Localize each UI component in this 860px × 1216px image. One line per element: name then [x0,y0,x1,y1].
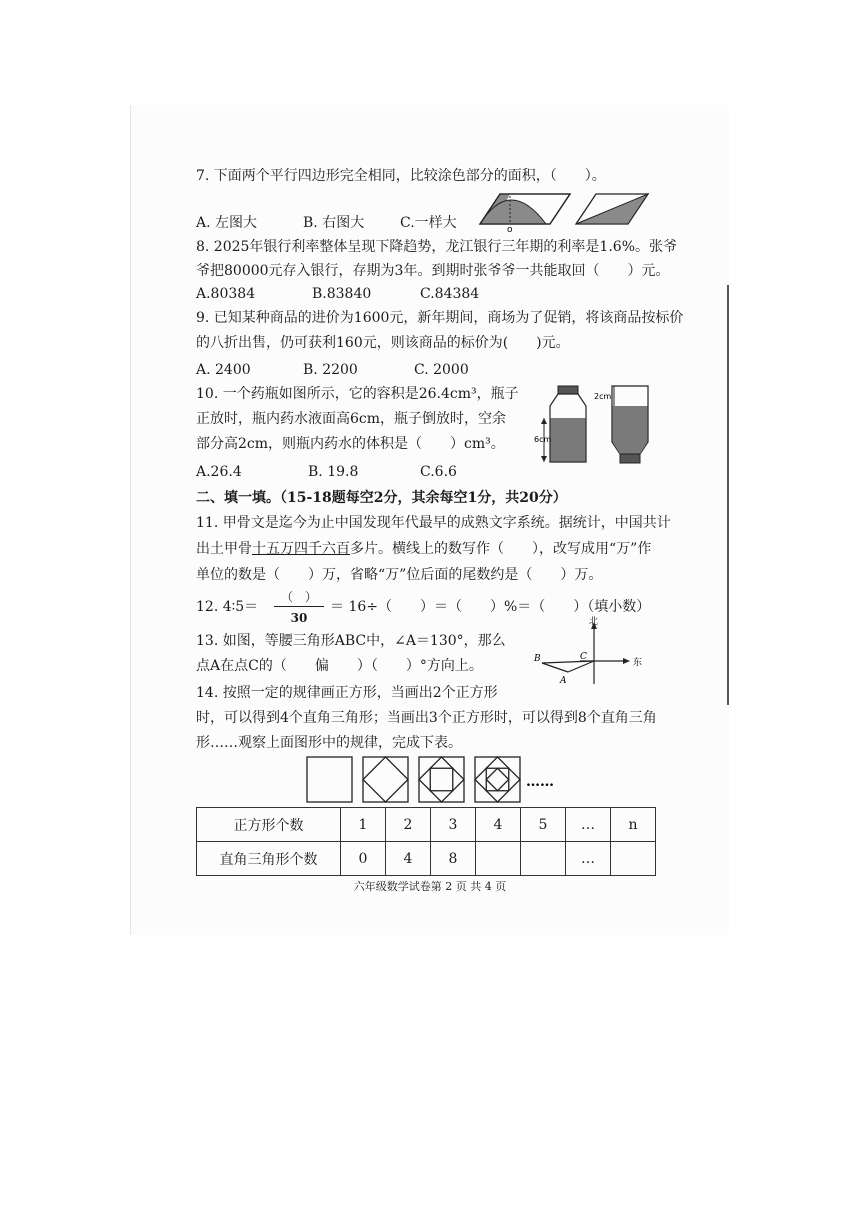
q13-label-a: A [560,676,567,686]
q14-line2: 时，可以得到4个直角三角形；当画出3个正方形时，可以得到8个直角三角 [196,710,657,726]
q13-north-label: 北 [589,617,599,627]
q14-cell: 8 [431,842,476,876]
q9-option-b: B. 2200 [303,362,358,378]
q14-line3: 形……观察上面图形中的规律，完成下表。 [196,735,462,751]
q13-line2: 点A在点C的（ 偏 ）（ ）°方向上。 [196,658,483,674]
q14-pattern-4 [475,757,520,802]
q8-line1: 8. 2025年银行利率整体呈现下降趋势，龙江银行三年期的利率是1.6%。张爷 [196,239,678,255]
q10-line3: 部分高2cm，则瓶内药水的体积是（ ）cm³。 [196,436,505,452]
q7-option-c: C.一样大 [400,215,457,231]
q13-label-b: B [534,654,541,664]
q8-line2: 爷把80000元存入银行，存期为3年。到期时张爷爷一共能取回（ ）元。 [196,263,670,279]
q14-answer-cell[interactable] [611,842,656,876]
q14-pattern-1 [307,757,352,802]
q14-cell: n [611,808,656,842]
q11-line3: 单位的数是（ ）万，省略“万”位后面的尾数约是（ ）万。 [196,567,603,583]
q13-east-label: 东 [633,658,643,668]
q14-table [196,807,656,876]
q14-row-triangles [197,842,656,876]
q12-suffix: ＝ 16÷（ ）＝（ ）%＝（ ）（填小数） [330,599,651,615]
q9-option-c: C. 2000 [414,362,469,378]
q7-option-b: B. 右图大 [303,215,365,231]
q10-2cm-label: 2cm [594,392,612,401]
q7-parallelogram-figures [478,190,650,232]
q14-cell: 2 [386,808,431,842]
q12-numerator: （ ） [280,590,317,604]
q11-line2 [196,540,651,558]
q14-line1: 14. 按照一定的规律画正方形，当画出2个正方形 [196,685,498,701]
q10-line1: 10. 一个药瓶如图所示，它的容积是26.4cm³，瓶子 [196,386,519,402]
q9-option-a: A. 2400 [196,362,251,378]
q14-cell: 0 [341,842,386,876]
q7-center-label: o [507,225,513,232]
q8-option-c: C.84384 [420,286,480,302]
q14-cell: … [566,842,611,876]
q14-pattern-ellipsis: …… [526,774,554,790]
q13-compass-triangle [530,616,660,688]
q13-line1: 13. 如图，等腰三角形ABC中，∠A＝130°，那么 [196,633,506,649]
section2-heading: 二、填一填。（15-18题每空2分，其余每空1分，共20分） [196,490,567,506]
q14-cell: 5 [521,808,566,842]
q14-cell: … [566,808,611,842]
q14-row2-header: 直角三角形个数 [197,842,341,876]
q11-underlined-number: 十五万四千六百 [252,541,350,557]
q14-row-squares [197,808,656,842]
q9-line1: 9. 已知某种商品的进价为1600元，新年期间，商场为了促销，将该商品按标价 [196,310,684,326]
q7-option-a: A. 左图大 [196,215,258,231]
q14-pattern-3 [419,757,464,802]
q11-line2-pre: 出土甲骨 [196,541,252,557]
q10-line2: 正放时，瓶内药水液面高6cm，瓶子倒放时，空余 [196,411,507,427]
q14-answer-cell[interactable] [476,842,521,876]
q11-line1: 11. 甲骨文是迄今为止中国发现年代最早的成熟文字系统。据统计，中国共计 [196,515,671,531]
q10-bottle-figures [534,384,664,466]
q14-square-pattern [306,756,576,804]
q10-option-a: A.26.4 [196,464,242,480]
q12-prefix: 12. 4∶5＝ [196,599,259,615]
q10-6cm-label: 6cm [534,435,552,444]
q9-line2: 的八折出售，仍可获利160元，则该商品的标价为( )元。 [196,335,570,351]
q8-option-a: A.80384 [196,286,256,302]
q8-option-b: B.83840 [312,286,372,302]
q10-option-c: C.6.6 [420,464,457,480]
q12-fraction-bar [274,606,324,607]
q12-denominator: 30 [290,611,308,625]
paper-edge-shadow [727,285,729,705]
q10-option-b: B. 19.8 [308,464,359,480]
q7-stem: 7. 下面两个平行四边形完全相同，比较涂色部分的面积，（ ）。 [196,168,606,184]
q13-label-c: C [580,652,587,662]
q11-line2-post: 多片。横线上的数写作（ ），改写成用“万”作 [350,541,652,557]
q14-cell: 3 [431,808,476,842]
q14-cell: 4 [476,808,521,842]
q14-cell: 4 [386,842,431,876]
q14-pattern-2 [363,757,408,802]
q14-row1-header: 正方形个数 [197,808,341,842]
page-footer: 六年级数学试卷第 2 页 共 4 页 [353,880,507,893]
q14-cell: 1 [341,808,386,842]
q14-answer-cell[interactable] [521,842,566,876]
